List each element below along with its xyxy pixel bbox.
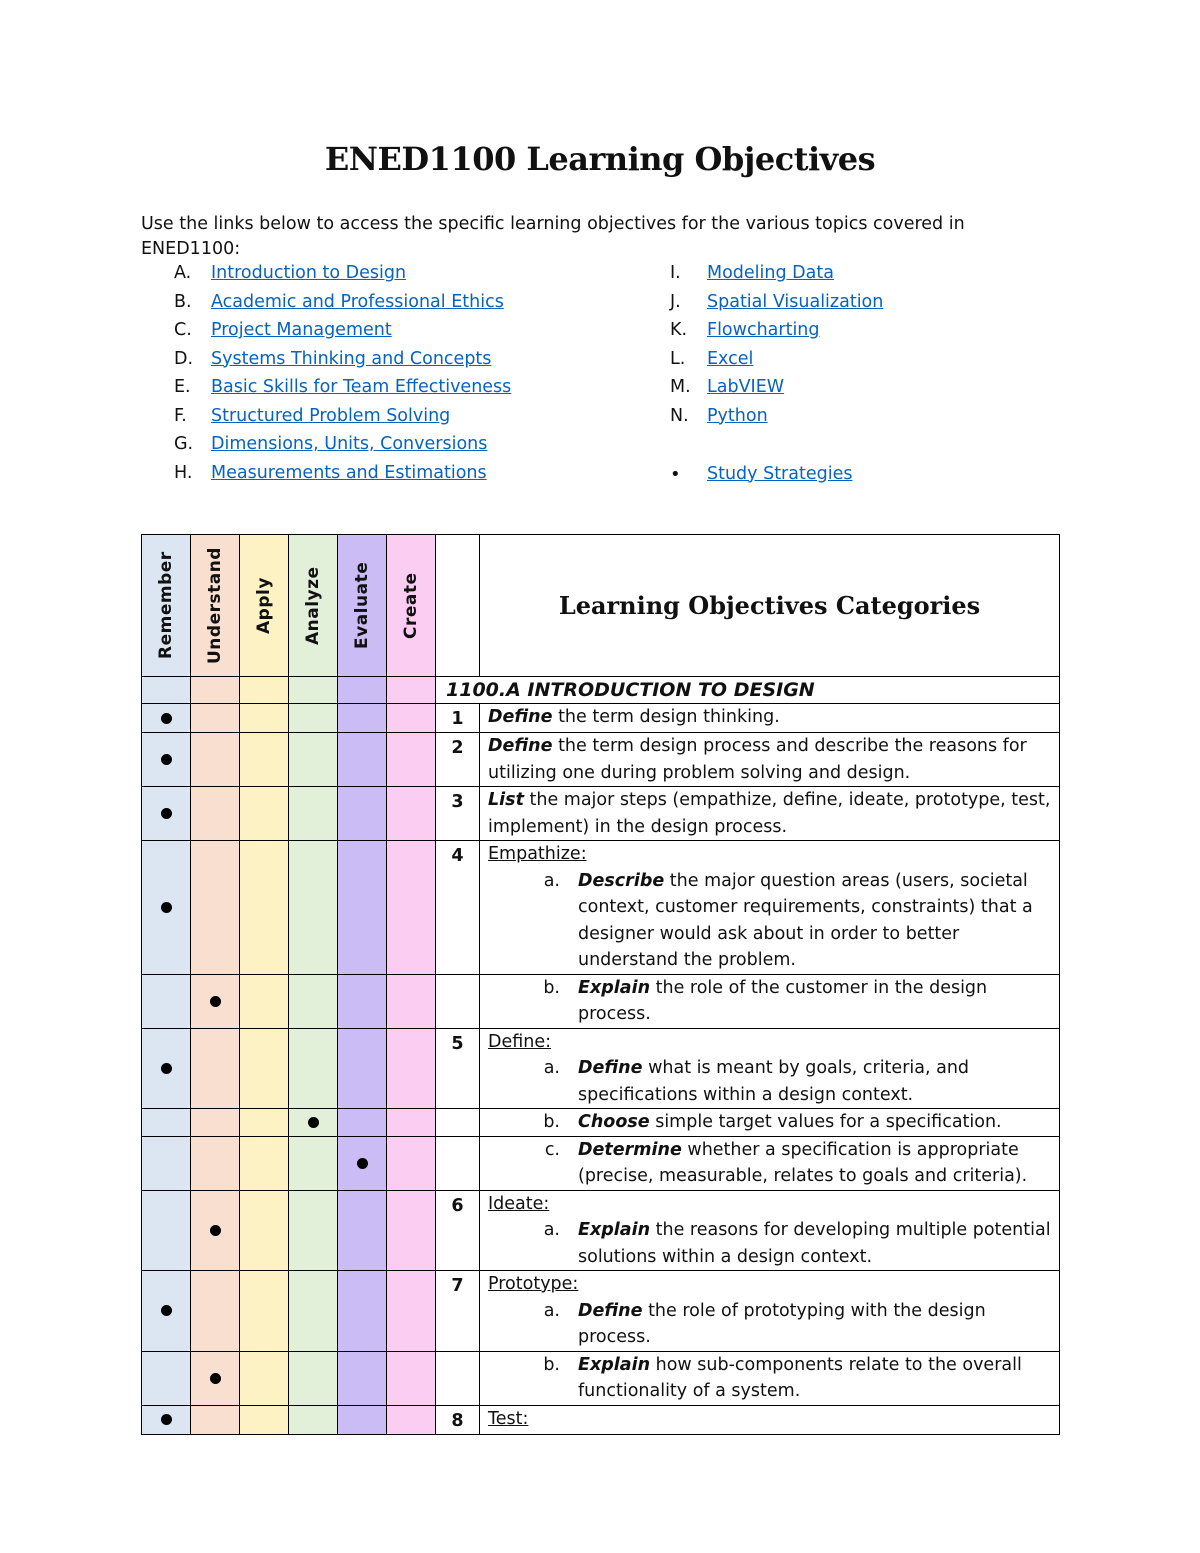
level-cell: [289, 974, 338, 1028]
level-cell: [191, 733, 240, 787]
topic-link[interactable]: Academic and Professional Ethics: [211, 291, 504, 312]
bullet-mark-icon: [308, 1117, 319, 1128]
study-strategies-link[interactable]: Study Strategies: [707, 463, 853, 484]
objective-heading: Empathize:: [488, 844, 587, 864]
categories-title: Learning Objectives Categories: [480, 535, 1060, 677]
objective-text-cell: [480, 1190, 1060, 1271]
objective-text-cell: [480, 787, 1060, 841]
objective-text-cell: [480, 1109, 1060, 1137]
level-cell: [387, 1405, 436, 1434]
objective-body: [488, 787, 1051, 840]
topic-link[interactable]: Spatial Visualization: [707, 291, 884, 312]
sub-letter: b.: [543, 1354, 560, 1375]
bullet-mark-icon: [161, 1414, 172, 1425]
objective-body: [488, 1298, 1051, 1351]
objective-text: the major steps (empathize, define, ideate, prototype, test, implement) in the design process.: [488, 790, 1051, 837]
objective-text-cell: [480, 1351, 1060, 1405]
objective-number: [436, 1351, 480, 1405]
objective-text: the major question areas (users, societal context, customer requirements, constraints) that a designer would ask about in order to better understand the problem.: [578, 870, 1033, 970]
objective-row: [142, 974, 1060, 1028]
topic-link[interactable]: Excel: [707, 348, 754, 369]
objective-number: 3: [436, 787, 480, 841]
level-cell: [240, 1271, 289, 1352]
level-cell: [387, 1271, 436, 1352]
objective-row: [142, 1028, 1060, 1109]
objective-body: [488, 975, 1051, 1028]
level-cell: [240, 974, 289, 1028]
level-cell: [191, 1109, 240, 1137]
objective-number: [436, 1136, 480, 1190]
objective-body: [488, 868, 1051, 974]
objective-verb: Define: [488, 736, 553, 756]
level-cell: [289, 1136, 338, 1190]
objective-verb: Define: [488, 707, 553, 727]
level-cell: [191, 1190, 240, 1271]
level-cell: [387, 787, 436, 841]
level-cell: [289, 1271, 338, 1352]
level-cell: [338, 1028, 387, 1109]
objective-heading: Ideate:: [488, 1193, 550, 1214]
objective-body: [488, 733, 1051, 786]
level-cell: [191, 1028, 240, 1109]
sub-letter: b.: [543, 977, 560, 998]
level-cell: [191, 704, 240, 733]
topic-link-letter: F.: [174, 405, 187, 426]
level-cell: [142, 704, 191, 733]
objective-body: [488, 1352, 1051, 1405]
level-header-apply: Apply: [240, 535, 289, 677]
level-cell: [338, 841, 387, 975]
topic-link-letter: H.: [174, 462, 193, 483]
topic-link-letter: C.: [174, 320, 192, 340]
topic-link[interactable]: Basic Skills for Team Effectiveness: [211, 377, 512, 397]
level-cell: [338, 733, 387, 787]
sub-letter: a.: [543, 1220, 560, 1240]
objective-verb: Explain: [578, 1354, 651, 1375]
level-cell: [289, 841, 338, 975]
objective-row: [142, 1351, 1060, 1405]
topic-link[interactable]: Introduction to Design: [211, 263, 407, 283]
level-cell: [289, 733, 338, 787]
topic-link[interactable]: Systems Thinking and Concepts: [211, 348, 492, 369]
topic-link-letter: I.: [670, 263, 681, 283]
level-cell: [289, 1028, 338, 1109]
level-cell: [387, 1190, 436, 1271]
bullet-mark-icon: [210, 1225, 221, 1236]
bullet-mark-icon: [161, 754, 172, 765]
level-cell: [191, 787, 240, 841]
topic-link-letter: A.: [174, 263, 192, 283]
objective-body: [488, 1137, 1051, 1190]
objective-number: 7: [436, 1271, 480, 1352]
topic-link-letter: L.: [670, 348, 686, 369]
objective-text-cell: [480, 733, 1060, 787]
level-cell: [240, 1136, 289, 1190]
level-header-remember: Remember: [142, 535, 191, 677]
topic-link-letter: M.: [670, 377, 691, 397]
objective-text-cell: [480, 1405, 1060, 1434]
level-cell: [387, 1351, 436, 1405]
objective-row: [142, 1136, 1060, 1190]
objective-text-cell: [480, 841, 1060, 975]
sub-letter: a.: [543, 870, 560, 891]
level-cell: [289, 1190, 338, 1271]
level-header-understand: Understand: [191, 535, 240, 677]
level-cell: [191, 1405, 240, 1434]
objective-text-cell: [480, 1028, 1060, 1109]
topic-link-letter: E.: [174, 377, 191, 397]
level-cell: [338, 1405, 387, 1434]
objective-text: what is meant by goals, criteria, and specifications within a design context.: [578, 1058, 970, 1105]
objective-text: the role of the customer in the design process.: [578, 977, 988, 1024]
objective-row: [142, 841, 1060, 975]
bullet-mark-icon: [161, 808, 172, 819]
objective-number: 6: [436, 1190, 480, 1271]
topic-link-letter: B.: [174, 291, 192, 312]
level-cell: [142, 1405, 191, 1434]
objective-text-cell: [480, 974, 1060, 1028]
level-cell: [240, 1190, 289, 1271]
level-cell: [289, 787, 338, 841]
sub-letter: b.: [543, 1112, 560, 1132]
section-title: 1100.A INTRODUCTION TO DESIGN: [436, 677, 1060, 704]
level-cell: [191, 1351, 240, 1405]
bullet-icon: •: [670, 463, 681, 485]
bullet-mark-icon: [161, 1063, 172, 1074]
bullet-mark-icon: [357, 1158, 368, 1169]
objective-verb: Explain: [578, 1220, 651, 1240]
level-cell: [142, 1028, 191, 1109]
objective-text: the role of prototyping with the design process.: [578, 1300, 986, 1347]
level-header-analyze: Analyze: [289, 535, 338, 677]
page-title: ENED1100 Learning Objectives: [324, 140, 876, 178]
level-cell: [338, 1109, 387, 1137]
level-cell: [142, 733, 191, 787]
objective-heading: Test:: [488, 1408, 529, 1429]
bullet-mark-icon: [210, 1373, 221, 1384]
level-cell: [142, 1351, 191, 1405]
objective-heading: Prototype:: [488, 1274, 579, 1294]
level-cell: [338, 1136, 387, 1190]
objective-row: [142, 1109, 1060, 1137]
level-cell: [240, 1405, 289, 1434]
topic-link-letter: J.: [670, 291, 681, 312]
topic-link[interactable]: Structured Problem Solving: [211, 405, 451, 426]
objective-text: how sub-components relate to the overall functionality of a system.: [578, 1354, 1022, 1401]
bullet-mark-icon: [161, 1305, 172, 1316]
level-cell: [191, 1136, 240, 1190]
objective-body: [488, 1055, 1051, 1108]
objective-text: the term design thinking.: [552, 707, 780, 727]
level-cell: [240, 841, 289, 975]
topic-link[interactable]: Flowcharting: [707, 320, 820, 340]
level-cell: [338, 704, 387, 733]
objective-verb: Choose: [578, 1112, 650, 1132]
topic-link-letter: D.: [174, 348, 194, 369]
objective-text-cell: [480, 704, 1060, 733]
objective-text: the reasons for developing multiple potential solutions within a design context.: [578, 1220, 1051, 1267]
objective-number: 1: [436, 704, 480, 733]
objective-row: [142, 1190, 1060, 1271]
topic-link-letter: K.: [670, 320, 688, 340]
bullet-mark-icon: [161, 902, 172, 913]
bullet-mark-icon: [210, 996, 221, 1007]
objective-verb: Define: [578, 1058, 643, 1078]
table-header-row: [142, 535, 1060, 677]
level-cell: [240, 1028, 289, 1109]
objective-verb: Explain: [578, 977, 651, 998]
level-header-create: Create: [387, 535, 436, 677]
bullet-mark-icon: [161, 713, 172, 724]
level-cell: [142, 787, 191, 841]
level-cell: [191, 841, 240, 975]
level-cell: [387, 974, 436, 1028]
level-cell: [142, 1190, 191, 1271]
objective-number: [436, 974, 480, 1028]
level-cell: [142, 974, 191, 1028]
objective-text: the term design process and describe the reasons for utilizing one during problem solving and design.: [488, 736, 1027, 783]
objective-number: 5: [436, 1028, 480, 1109]
objective-heading: Define:: [488, 1031, 552, 1052]
topic-link-letter: N.: [670, 405, 689, 426]
objective-body: [488, 1109, 1051, 1136]
objective-verb: Determine: [578, 1139, 682, 1160]
level-cell: [289, 1405, 338, 1434]
level-cell: [338, 1351, 387, 1405]
level-cell: [240, 787, 289, 841]
level-cell: [387, 841, 436, 975]
objective-number: 8: [436, 1405, 480, 1434]
level-cell: [191, 1271, 240, 1352]
intro-text: Use the links below to access the specific learning objectives for the various topics covered in ENED1100:: [141, 214, 965, 259]
objective-verb: List: [488, 790, 524, 810]
topic-link[interactable]: Python: [707, 405, 768, 426]
level-cell: [338, 787, 387, 841]
number-header-cell: [436, 535, 480, 677]
level-cell: [387, 1028, 436, 1109]
objective-row: [142, 733, 1060, 787]
level-cell: [191, 974, 240, 1028]
level-cell: [387, 704, 436, 733]
objective-body: [488, 1217, 1051, 1270]
level-cell: [387, 733, 436, 787]
learning-objectives-table: [141, 534, 1060, 1435]
objective-number: 4: [436, 841, 480, 975]
objective-row: [142, 1405, 1060, 1434]
objective-text: simple target values for a specification.: [649, 1112, 1002, 1132]
level-cell: [142, 841, 191, 975]
section-row: [142, 677, 1060, 704]
level-cell: [240, 704, 289, 733]
sub-letter: a.: [543, 1058, 560, 1078]
level-cell: [240, 1351, 289, 1405]
level-cell: [387, 1109, 436, 1137]
objective-text-cell: [480, 1136, 1060, 1190]
level-cell: [387, 1136, 436, 1190]
objective-body: [488, 704, 1051, 731]
level-cell: [289, 1109, 338, 1137]
level-cell: [240, 1109, 289, 1137]
objective-number: [436, 1109, 480, 1137]
objective-text: whether a specification is appropriate (precise, measurable, relates to goals and criteria).: [578, 1139, 1028, 1186]
level-cell: [338, 974, 387, 1028]
topic-link[interactable]: Modeling Data: [707, 263, 834, 283]
objective-number: 2: [436, 733, 480, 787]
topic-link[interactable]: Dimensions, Units, Conversions: [211, 434, 488, 454]
level-cell: [338, 1190, 387, 1271]
topic-link[interactable]: LabVIEW: [707, 377, 785, 397]
sub-letter: a.: [543, 1300, 560, 1321]
level-cell: [289, 704, 338, 733]
topic-link-letter: G.: [174, 434, 194, 454]
level-cell: [289, 1351, 338, 1405]
level-cell: [142, 1136, 191, 1190]
objective-verb: Define: [578, 1300, 643, 1321]
level-cell: [240, 733, 289, 787]
level-cell: [338, 1271, 387, 1352]
objective-row: [142, 1271, 1060, 1352]
level-cell: [142, 1271, 191, 1352]
sub-letter: c.: [544, 1139, 560, 1160]
objective-text-cell: [480, 1271, 1060, 1352]
topic-link[interactable]: Project Management: [211, 320, 392, 340]
objective-verb: Describe: [578, 870, 665, 891]
topic-link[interactable]: Measurements and Estimations: [211, 462, 487, 483]
level-header-evaluate: Evaluate: [338, 535, 387, 677]
objective-row: [142, 704, 1060, 733]
level-cell: [142, 1109, 191, 1137]
objective-row: [142, 787, 1060, 841]
